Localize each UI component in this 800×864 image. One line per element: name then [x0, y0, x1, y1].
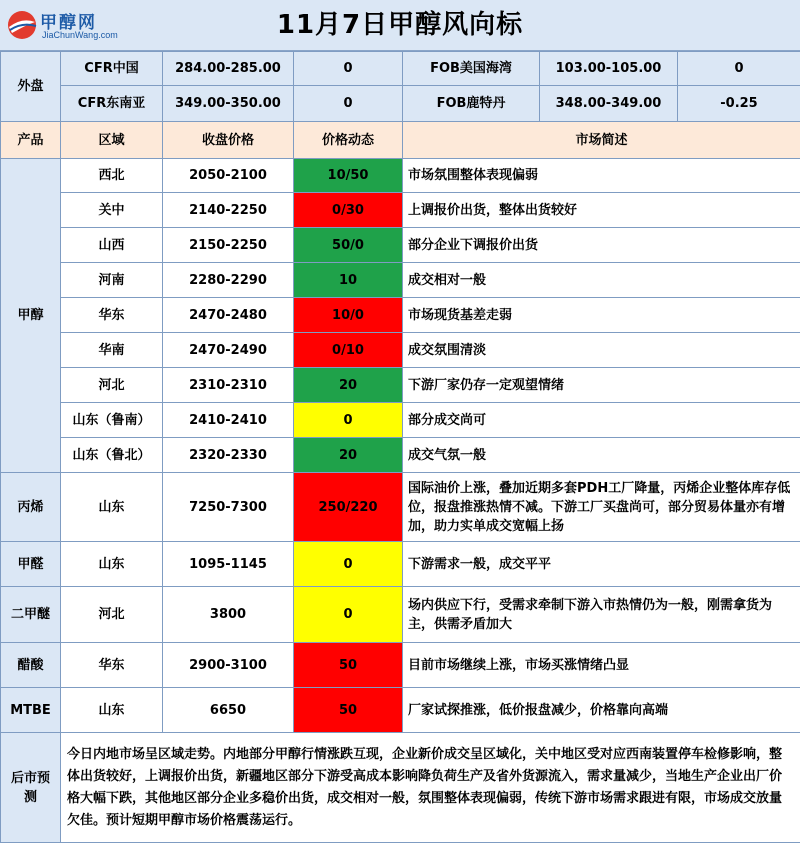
- product-row: [1, 473, 800, 542]
- region-cell: 西北: [61, 159, 163, 193]
- price-cell: 3800: [163, 587, 294, 643]
- change-cell: 0/10: [294, 333, 403, 368]
- product-label: MTBE: [1, 688, 61, 733]
- product-row: [1, 542, 800, 587]
- globe-icon: [6, 9, 38, 41]
- price-cell: 2280-2290: [163, 263, 294, 298]
- header-region: 区域: [61, 122, 163, 159]
- region-cell: 华东: [61, 298, 163, 333]
- methanol-row: [1, 403, 800, 438]
- methanol-row: [1, 228, 800, 263]
- product-label: 醋酸: [1, 643, 61, 688]
- external-name: CFR东南亚: [61, 86, 163, 122]
- summary-cell: 下游厂家仍存一定观望情绪: [403, 368, 800, 403]
- product-label: 二甲醚: [1, 587, 61, 643]
- summary-cell: 成交气氛一般: [403, 438, 800, 473]
- header-price: 收盘价格: [163, 122, 294, 159]
- summary-cell: 场内供应下行，受需求牵制下游入市热情仍为一般，刚需拿货为主，供需矛盾加大: [403, 587, 800, 643]
- change-cell: 20: [294, 438, 403, 473]
- region-cell: 山东: [61, 542, 163, 587]
- change-cell: 10: [294, 263, 403, 298]
- price-table: [0, 51, 800, 843]
- price-cell: 2310-2310: [163, 368, 294, 403]
- methanol-row: [1, 298, 800, 333]
- external-price: 103.00-105.00: [540, 52, 678, 86]
- summary-cell: 上调报价出货，整体出货较好: [403, 193, 800, 228]
- price-cell: 2150-2250: [163, 228, 294, 263]
- external-name: CFR中国: [61, 52, 163, 86]
- change-cell: 0: [294, 587, 403, 643]
- region-cell: 河南: [61, 263, 163, 298]
- external-change: 0: [294, 52, 403, 86]
- forecast-text: 今日内地市场呈区域走势。内地部分甲醇行情涨跌互现，企业新价成交呈区域化，关中地区受对应西南装置停车检修影响，整体出货较好，上调报价出货，新疆地区部分下游受高成本影响降负荷生产及省外货源流入，需求量减少，当地生产企业出厂价格大幅下跌，其他地区部分企业多稳价出货，成交相对一般，氛围整体表现偏弱，传统下游市场需求跟进有限，市场成交放量欠佳。预计短期甲醇市场价格震荡运行。: [61, 733, 800, 843]
- summary-cell: 下游需求一般，成交平平: [403, 542, 800, 587]
- summary-cell: 市场氛围整体表现偏弱: [403, 159, 800, 193]
- region-cell: 山东（鲁北）: [61, 438, 163, 473]
- product-label: 甲醇: [1, 159, 61, 473]
- external-price: 349.00-350.00: [163, 86, 294, 122]
- price-cell: 2470-2490: [163, 333, 294, 368]
- product-row: [1, 643, 800, 688]
- summary-cell: 成交相对一般: [403, 263, 800, 298]
- region-cell: 山西: [61, 228, 163, 263]
- header-bar: [0, 0, 800, 51]
- summary-cell: 目前市场继续上涨，市场买涨情绪凸显: [403, 643, 800, 688]
- change-cell: 0/30: [294, 193, 403, 228]
- forecast-label: 后市预测: [1, 733, 61, 843]
- product-label: 甲醛: [1, 542, 61, 587]
- summary-cell: 部分成交尚可: [403, 403, 800, 438]
- header-summary: 市场简述: [403, 122, 800, 159]
- change-cell: 10/0: [294, 298, 403, 333]
- summary-cell: 部分企业下调报价出货: [403, 228, 800, 263]
- product-row: [1, 587, 800, 643]
- forecast-row: [1, 733, 800, 843]
- external-change: 0: [294, 86, 403, 122]
- page-title: 11月7日甲醇风向标: [276, 10, 524, 40]
- price-cell: 1095-1145: [163, 542, 294, 587]
- column-headers: [1, 122, 800, 159]
- change-cell: 10/50: [294, 159, 403, 193]
- methanol-row: [1, 159, 800, 193]
- logo: [6, 6, 118, 46]
- change-cell: 50: [294, 643, 403, 688]
- product-row: [1, 688, 800, 733]
- methanol-row: [1, 263, 800, 298]
- change-cell: 250/220: [294, 473, 403, 542]
- product-label: 丙烯: [1, 473, 61, 542]
- external-label: 外盘: [1, 52, 61, 122]
- change-cell: 50: [294, 688, 403, 733]
- external-change: 0: [678, 52, 800, 86]
- header-product: 产品: [1, 122, 61, 159]
- external-row: [1, 52, 800, 86]
- summary-cell: 成交氛围清淡: [403, 333, 800, 368]
- price-cell: 2050-2100: [163, 159, 294, 193]
- external-price: 284.00-285.00: [163, 52, 294, 86]
- region-cell: 华南: [61, 333, 163, 368]
- summary-cell: 国际油价上涨，叠加近期多套PDH工厂降量，丙烯企业整体库存低位，报盘推涨热情不减。下游工厂买盘尚可，部分贸易体量亦有增加，助力实单成交宽幅上扬: [403, 473, 800, 542]
- region-cell: 山东: [61, 473, 163, 542]
- change-cell: 50/0: [294, 228, 403, 263]
- external-name: FOB美国海湾: [403, 52, 540, 86]
- price-cell: 6650: [163, 688, 294, 733]
- summary-cell: 市场现货基差走弱: [403, 298, 800, 333]
- region-cell: 山东（鲁南）: [61, 403, 163, 438]
- logo-cn: 甲醇网: [40, 13, 97, 33]
- summary-cell: 厂家试探推涨，低价报盘减少，价格靠向高端: [403, 688, 800, 733]
- external-name: FOB鹿特丹: [403, 86, 540, 122]
- external-row: [1, 86, 800, 122]
- change-cell: 0: [294, 542, 403, 587]
- region-cell: 关中: [61, 193, 163, 228]
- price-cell: 2320-2330: [163, 438, 294, 473]
- methanol-row: [1, 193, 800, 228]
- region-cell: 河北: [61, 587, 163, 643]
- region-cell: 山东: [61, 688, 163, 733]
- region-cell: 河北: [61, 368, 163, 403]
- price-cell: 7250-7300: [163, 473, 294, 542]
- header-change: 价格动态: [294, 122, 403, 159]
- price-cell: 2410-2410: [163, 403, 294, 438]
- change-cell: 0: [294, 403, 403, 438]
- methanol-row: [1, 368, 800, 403]
- region-cell: 华东: [61, 643, 163, 688]
- external-price: 348.00-349.00: [540, 86, 678, 122]
- price-cell: 2140-2250: [163, 193, 294, 228]
- price-cell: 2470-2480: [163, 298, 294, 333]
- external-change: -0.25: [678, 86, 800, 122]
- price-cell: 2900-3100: [163, 643, 294, 688]
- methanol-row: [1, 438, 800, 473]
- change-cell: 20: [294, 368, 403, 403]
- logo-en: JiaChunWang.com: [42, 30, 118, 40]
- methanol-row: [1, 333, 800, 368]
